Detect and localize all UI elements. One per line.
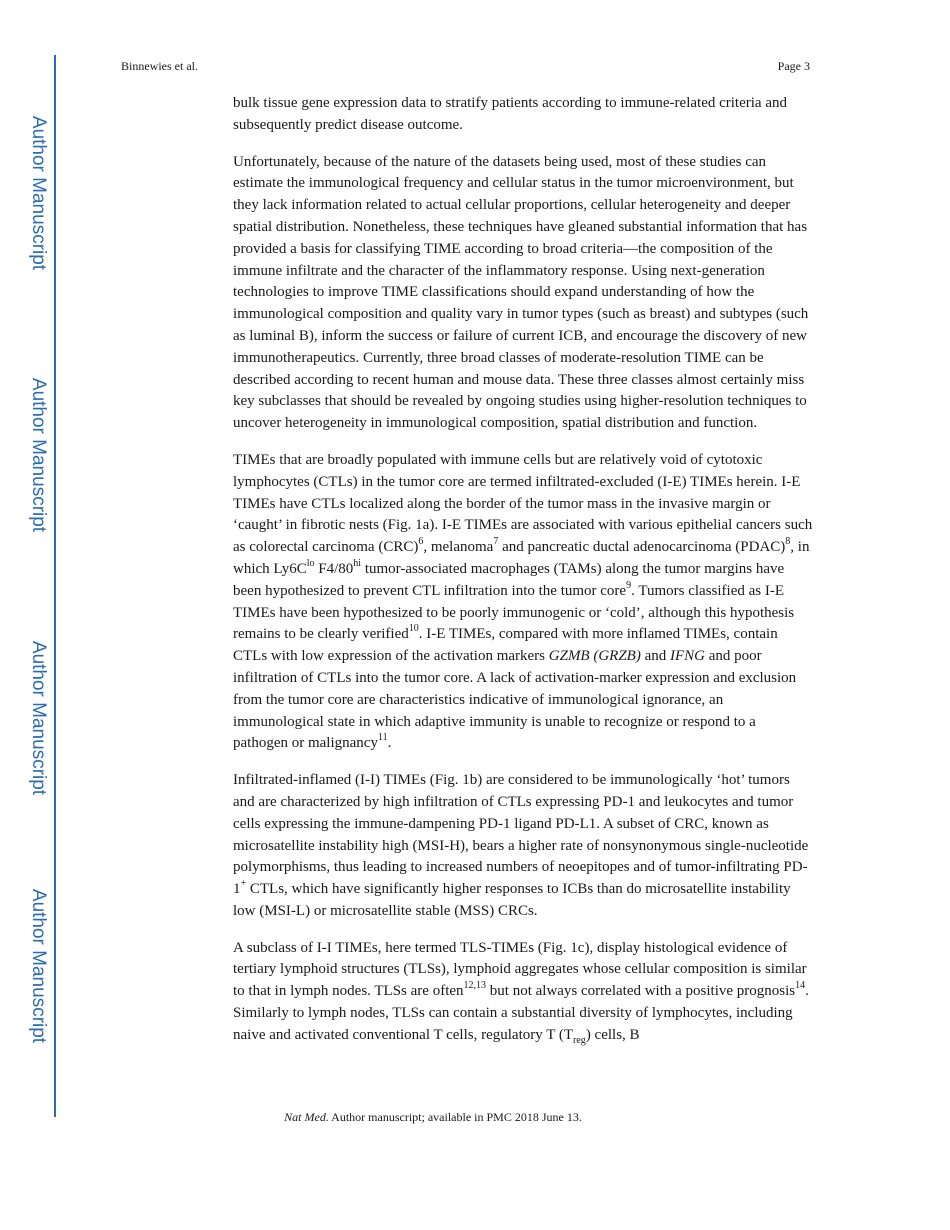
paragraph: Infiltrated-inflamed (I-I) TIMEs (Fig. 1b) are considered to be immunologically ‘hot’ tumors and are characterized by high infiltration of CTLs expressing PD-1 and leukocytes and tumor cells expressing the immune-dampening PD-1 ligand PD-L1. A subset of CRC, known as microsatellite instability high (MSI-H), bears a higher rate of nonsynonymous single-nucleotide polymorphisms, thus leading to increased numbers of neoepitopes and of tumor-infiltrating PD-1+ CTLs, which have significantly higher responses to ICBs than do microsatellite instability low (MSI-L) or microsatellite stable (MSS) CRCs. — [233, 772, 809, 919]
gene-name: GZMB (GRZB) — [548, 648, 641, 665]
paragraph: A subclass of I-I TIMEs, here termed TLS-TIMEs (Fig. 1c), display histological evidence of tertiary lymphoid structures (TLSs), lymphoid aggregates whose cellular composition is similar to that in lymph nodes. TLSs are often$^{12,13}$ but not always correlated with a positive prognosis$^{14}$. Similarly to lymph nodes, TLSs can contain a substantial diversity of lymphocytes, including naive and activated conventional T cells, regulatory T $(T_{reg})$ cells, B — [233, 939, 809, 1046]
citation-ref[interactable]: 8 — [785, 536, 791, 548]
citation-ref[interactable]: 14 — [795, 980, 806, 992]
superscript-lo: lo — [306, 557, 315, 569]
citation-ref[interactable]: 9 — [626, 579, 632, 591]
paragraph: bulk tissue gene expression data to stratify patients according to immune-related criteria and subsequently predict disease outcome. — [233, 95, 787, 133]
gene-name: IFNG — [670, 648, 706, 665]
page-footer — [0, 1110, 866, 1125]
citation-ref[interactable]: 7 — [493, 536, 499, 548]
citation-ref[interactable]: 12,13 — [463, 980, 487, 992]
citation-ref[interactable]: 11 — [377, 732, 388, 744]
subscript-reg: reg — [573, 1034, 586, 1046]
paragraph: Unfortunately, because of the nature of the datasets being used, most of these studies can estimate the immunological frequency and cellular status in the tumor microenvironment, but they lack information related to actual cellular proportions, cellular heterogeneity and deeper spatial distribution. Nonetheless, these techniques have gleaned substantial information that has provided a basis for classifying TIME according to broad criteria—the composition of the immune infiltrate and the character of the inflammatory response. Using next-generation technologies to improve TIME classifications should expand understanding of how the immunological composition and quality vary in tumor types (such as breast) and subtypes (such as luminal B), inform the success or failure of current ICB, and encourage the discovery of new immunotherapeutics. Currently, three broad classes of moderate-resolution TIME can be described according to recent human and mouse data. These three classes almost certainly miss key subclasses that should be revealed by ongoing studies using higher-resolution techniques to uncover heterogeneity in immunological composition, spatial distribution and function. — [233, 153, 809, 432]
page-number: Page 3 — [777, 59, 810, 73]
sidebar-rule — [54, 55, 56, 1117]
citation-ref[interactable]: 10 — [408, 623, 419, 635]
paragraph: TIMEs that are broadly populated with immune cells but are relatively void of cytotoxic lymphocytes (CTLs) in the tumor core are termed infiltrated-excluded (I-E) TIMEs herein. I-E TIMEs have CTLs localized along the border of the tumor mass in the invasive margin or ‘caught’ in fibrotic nests (Fig. 1a). I-E TIMEs are associated with various epithelial cancers such as colorectal carcinoma (CRC)$^6$, melanoma$^7$ and pancreatic ductal adenocarcinoma (PDAC)$^8$, in which $Ly6C^{lo}$ $F4/80^{hi}$ tumor-associated macrophages (TAMs) along the tumor margins have been hypothesized to prevent CTL infiltration into the tumor core$^9$. Tumors classified as I-E TIMEs have been hypothesized to be poorly immunogenic or ‘cold’, although this hypothesis remains to be clearly verified$^{10}$. I-E TIMEs, compared with more inflamed TIMEs, contain CTLs with low expression of the activation markers GZMB (GRZB) and IFNG and poor infiltration of CTLs into the tumor core. A lack of activation-marker expression and exclusion from the tumor core are characteristics indicative of immunological ignorance, an immunological state in which adaptive immunity is unable to recognize or respond to a pathogen or malignancy$^{11}$. — [233, 451, 813, 752]
running-header-authors: Binnewies et al. — [121, 59, 198, 73]
superscript-plus: + — [240, 878, 247, 890]
footer-note: Author manuscript; available in PMC 2018 June 13. — [328, 1110, 582, 1124]
article-body — [233, 93, 813, 1062]
superscript-hi: hi — [353, 557, 362, 569]
journal-name: Nat Med. — [284, 1110, 329, 1124]
citation-ref[interactable]: 6 — [418, 536, 424, 548]
